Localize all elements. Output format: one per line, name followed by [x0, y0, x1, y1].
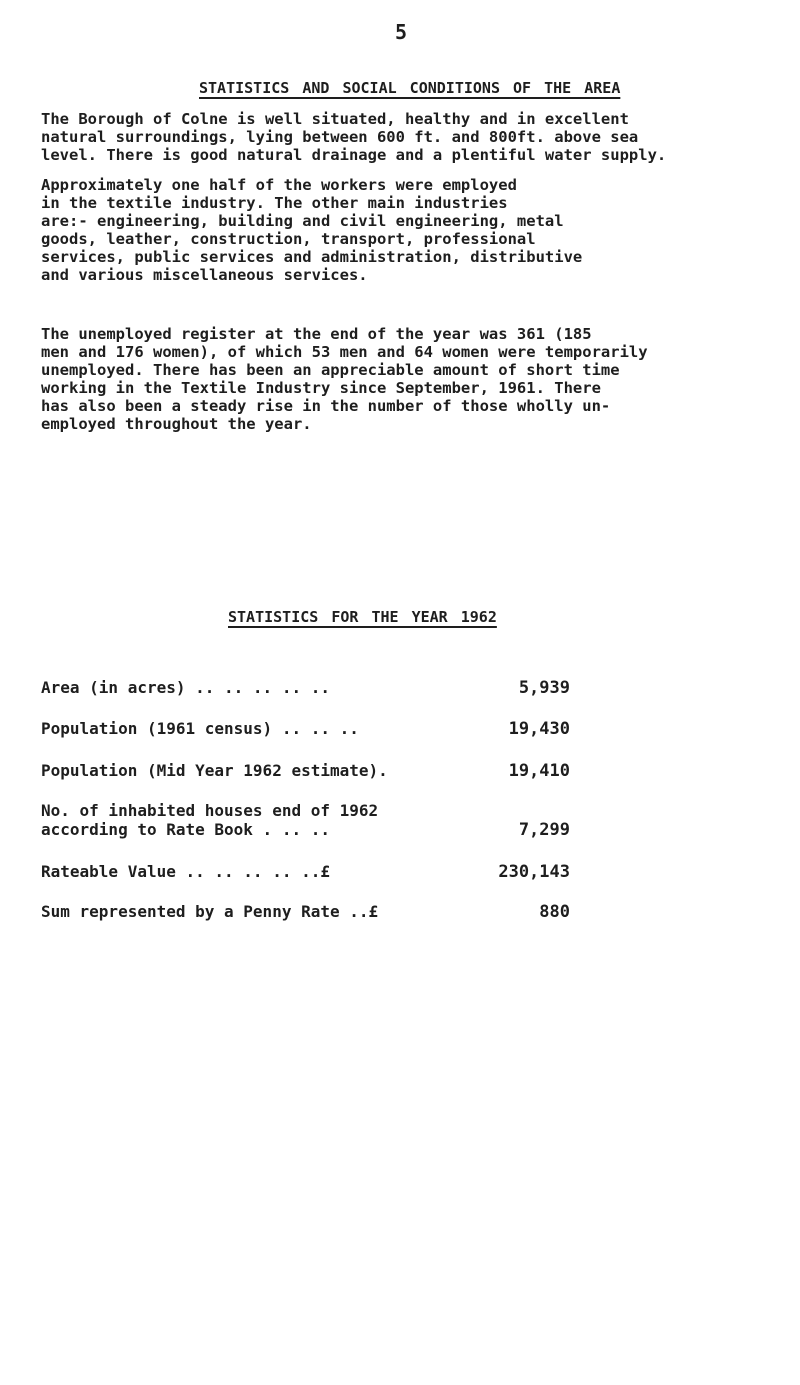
paragraph-industries: Approximately one half of the workers were employed in the textile industry. The other main industries are:- engineering, building and civil engineering, metal goods, leather, construction, transport, professional services, public services and administration, distributive and various miscellaneous services. — [41, 176, 583, 284]
stat-value: 880 — [539, 902, 570, 922]
stat-value: 19,430 — [508, 719, 570, 739]
paragraph-unemployment: The unemployed register at the end of the year was 361 (185 men and 176 women), of which 53 men and 64 women were temporarily unemployed. There has been an appreciable amount of short time working in the Textile Industry since September, 1961. There has also been a steady rise in the number of those wholly un- employed throughout the year. — [41, 325, 648, 433]
stat-label: Area (in acres) .. .. .. .. .. — [41, 678, 330, 697]
stat-row-area — [0, 678, 800, 718]
stat-value: 19,410 — [508, 761, 570, 781]
stat-label: Population (1961 census) .. .. .. — [41, 719, 359, 738]
stat-value: 5,939 — [518, 678, 570, 698]
stat-label: Sum represented by a Penny Rate ..£ — [41, 902, 379, 921]
statistics-heading: STATISTICS FOR THE YEAR 1962 — [228, 608, 497, 626]
stat-row-population-census — [0, 719, 800, 759]
stat-value: 230,143 — [498, 862, 570, 882]
stat-row-inhabited-houses — [0, 801, 800, 841]
stat-label: No. of inhabited houses end of 1962 according to Rate Book . .. .. — [41, 801, 379, 839]
section-heading: STATISTICS AND SOCIAL CONDITIONS OF THE AREA — [199, 79, 621, 97]
stat-value: 7,299 — [518, 820, 570, 840]
paragraph-location: The Borough of Colne is well situated, healthy and in excellent natural surroundings, lying between 600 ft. and 800ft. above sea level. There is good natural drainage and a plentiful water supply. — [41, 110, 667, 164]
stat-row-penny-rate — [0, 902, 800, 942]
stat-row-rateable-value — [0, 862, 800, 902]
stat-label: Population (Mid Year 1962 estimate). — [41, 761, 388, 780]
stat-label: Rateable Value .. .. .. .. ..£ — [41, 862, 330, 881]
stat-row-population-estimate — [0, 761, 800, 801]
page-number: 5 — [395, 20, 408, 44]
